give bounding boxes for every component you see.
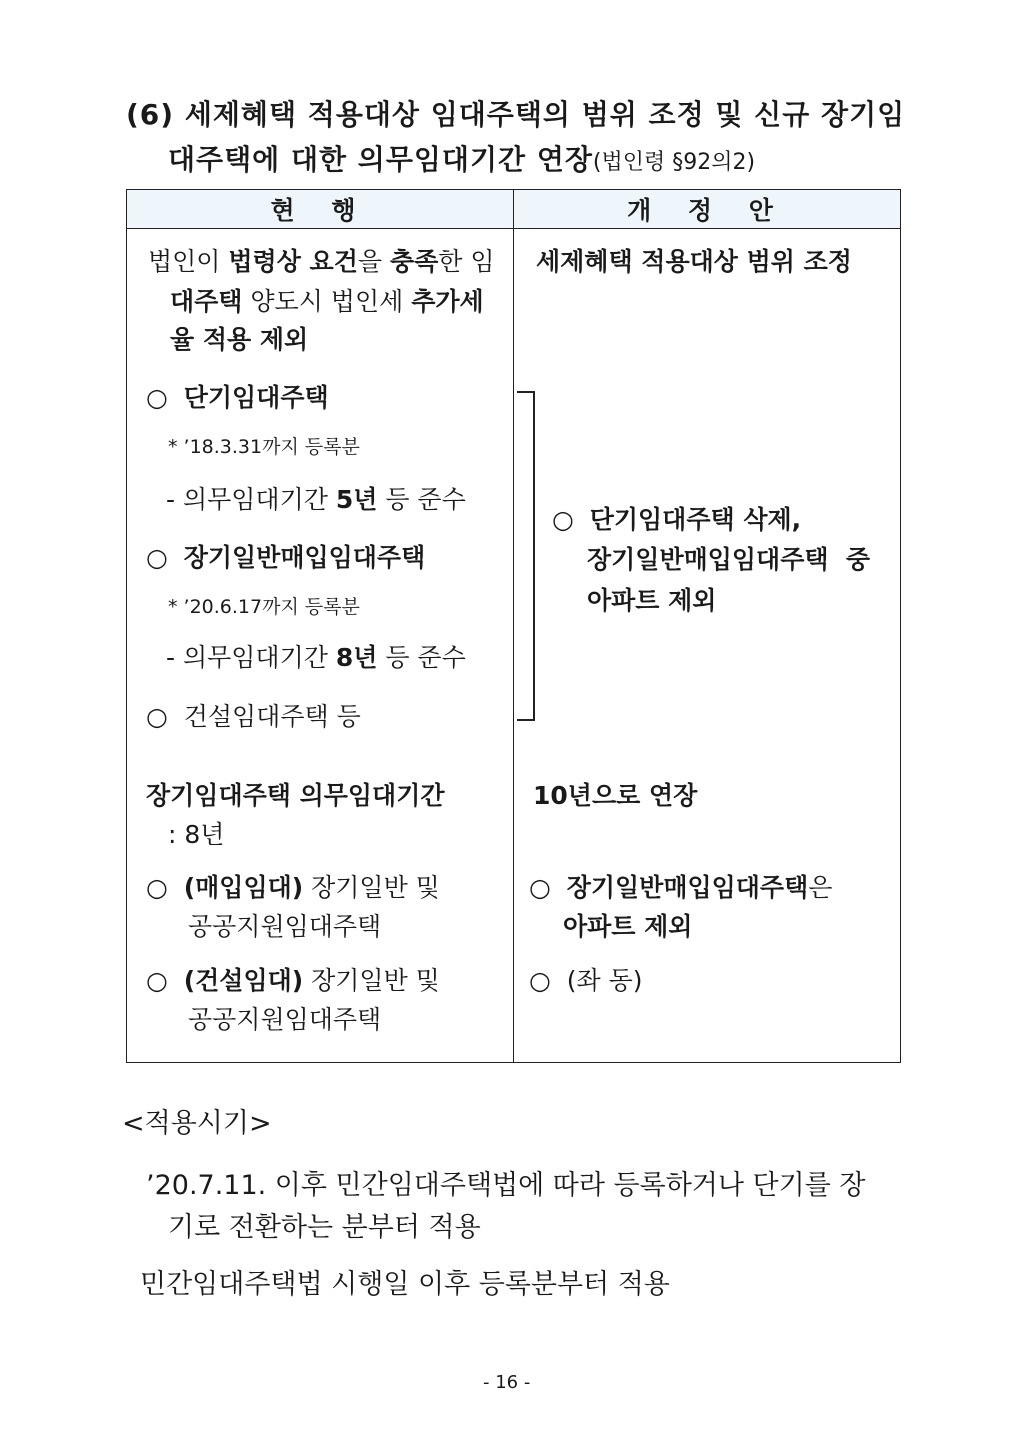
delete-line3: 아파트 제외 [587, 586, 717, 615]
right-bracket-connector [517, 391, 535, 721]
page-number: - 16 - [483, 1372, 531, 1393]
long-period-value: : 8년 [168, 820, 225, 849]
applicability-line3: 민간임대주택법 시행일 이후 등록분부터 적용 [140, 1269, 670, 1300]
bullet-long-general: ○ 장기일반매입임대주택 [146, 543, 426, 572]
apt-exclusion-line2: 아파트 제외 [563, 912, 693, 941]
legal-reference: (법인령 §92의2) [592, 150, 756, 175]
long-general-note: * ’20.6.17까지 등록분 [168, 596, 360, 618]
applicability-title: <적용시기> [122, 1108, 272, 1139]
column-header-revised: 개 정 안 [514, 190, 901, 229]
bullet-icon: ○ [146, 383, 168, 412]
current-intro-line3: 율 적용 제외 [170, 325, 309, 354]
bullet-icon: ○ [146, 543, 168, 572]
section-heading-text: 대주택에 대한 의무임대기간 연장 [168, 143, 593, 176]
current-intro-line2: 대주택 양도시 법인세 추가세 [170, 287, 484, 316]
column-header-current: 현 행 [127, 190, 514, 229]
bullet-icon: ○ [552, 505, 574, 534]
bullet-delete-short-term: ○ 단기임대주택 삭제, [552, 505, 802, 534]
short-term-note: * ’18.3.31까지 등록분 [168, 436, 360, 458]
revised-extend-label: 10년으로 연장 [533, 781, 698, 810]
section-heading-line2 [168, 138, 755, 178]
applicability-line2: 기로 전환하는 분부터 적용 [168, 1212, 481, 1243]
applicability-line1: ’20.7.11. 이후 민간임대주택법에 따라 등록하거나 단기를 장 [146, 1170, 866, 1201]
bullet-construction-rental: ○ (건설임대) 장기일반 및 [146, 966, 440, 995]
bullet-icon: ○ [529, 873, 551, 902]
bullet-icon: ○ [146, 873, 168, 902]
bullet-same-as-left: ○ (좌 동) [529, 966, 643, 995]
bullet-apt-exclusion: ○ 장기일반매입임대주택은 [529, 873, 833, 902]
long-period-label: 장기임대주택 의무임대기간 [146, 781, 445, 810]
bullet-short-term: ○ 단기임대주택 [146, 383, 329, 412]
section-heading-line1: (6) 세제혜택 적용대상 임대주택의 범위 조정 및 신규 장기임 [126, 98, 906, 131]
bullet-construction: ○ 건설임대주택 등 [146, 702, 361, 731]
bullet-purchase-rental: ○ (매입임대) 장기일반 및 [146, 873, 440, 902]
revised-scope-title: 세제혜택 적용대상 범위 조정 [536, 247, 852, 276]
construction-rental-line2: 공공지원임대주택 [188, 1005, 382, 1034]
long-general-duty: - 의무임대기간 8년 등 준수 [166, 643, 466, 672]
short-term-duty: - 의무임대기간 5년 등 준수 [166, 485, 466, 514]
current-intro-line1: 법인이 법령상 요건을 충족한 임 [148, 247, 495, 276]
purchase-rental-line2: 공공지원임대주택 [188, 912, 382, 941]
bullet-icon: ○ [146, 966, 168, 995]
delete-line2: 장기일반매입임대주택 중 [587, 545, 871, 574]
bullet-icon: ○ [146, 702, 168, 731]
bullet-icon: ○ [529, 966, 551, 995]
